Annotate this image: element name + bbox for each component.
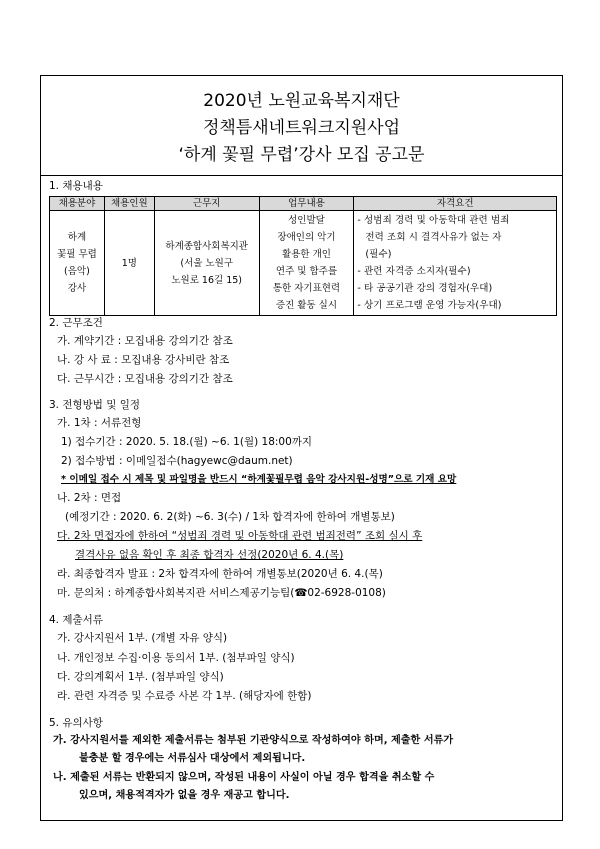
section-3-second-detail: (예정기간 : 2020. 6. 2(화) ~6. 3(수) / 1차 합격자에 한하여 개별통보) <box>65 511 395 523</box>
jobs-table-header <box>50 197 557 211</box>
title-line-3: ‘하계 꽃필 무렵’강사 모집 공고문 <box>178 145 425 165</box>
section-5-heading: 5. 유의사항 <box>49 717 103 729</box>
section-5-item-a: 가. 강사지원서를 제외한 제출서류는 첨부된 기관양식으로 작성하여야 하며, 제출한 서류가 <box>53 735 454 746</box>
section-3-method: 2) 접수방법 : 이메일접수(hagyewc@daum.net) <box>61 455 293 467</box>
cell-quals <box>354 211 557 316</box>
section-1-heading: 1. 채용내용 <box>49 180 103 192</box>
header-count: 채용인원 <box>104 197 154 211</box>
section-5-item-b-cont: 있으며, 채용적격자가 없을 경우 재공고 합니다. <box>79 790 290 801</box>
title-box <box>41 76 562 176</box>
section-4-item: 라. 관련 자격증 및 수료증 사본 각 1부. (해당자에 한함) <box>57 690 312 702</box>
field-line: (음악) <box>64 266 90 277</box>
section-3-contact: 마. 문의처 : 하계종합사회복지관 서비스제공기능팀(☎02-6928-0108) <box>57 587 386 599</box>
section-3-first: 가. 1차 : 서류전형 <box>57 417 142 429</box>
field-line: 꽃필 무렵 <box>57 249 97 260</box>
place-line: (서울 노원구 <box>180 257 233 269</box>
qual-line: - 타 공공기관 강의 경험자(우대) <box>357 283 493 294</box>
cell-count: 1명 <box>104 211 154 316</box>
title-line-1: 2020년 노원교육복지재단 <box>203 91 400 111</box>
field-line: 하계 <box>67 232 87 243</box>
cell-place <box>154 211 259 316</box>
header-quals: 자격요건 <box>354 197 557 211</box>
duty-line: 성인발달 <box>288 215 325 226</box>
qual-line: - 성범죄 경력 및 아동학대 관련 범죄 <box>357 215 510 226</box>
duty-line: 증진 활동 실시 <box>275 300 338 311</box>
qual-line: - 상기 프로그램 운영 가능자(우대) <box>357 300 502 311</box>
header-field: 채용분야 <box>50 197 105 211</box>
section-2-item: 나. 강 사 료 : 모집내용 강사비란 참조 <box>57 354 230 366</box>
section-3-third-cont: 결격사유 없음 확인 후 최종 합격자 선정(2020년 6. 4.(목) <box>75 549 344 561</box>
header-duty: 업무내용 <box>259 197 354 211</box>
header-place: 근무지 <box>154 197 259 211</box>
section-5-item-b: 나. 제출된 서류는 반환되지 않으며, 작성된 내용이 사실이 아닐 경우 합격을 취소할 수 <box>53 772 435 783</box>
qual-line: 전력 조회 시 결격사유가 없는 자 <box>365 232 502 243</box>
duty-line: 연주 및 합주를 <box>275 266 338 277</box>
section-2-heading: 2. 근무조건 <box>49 317 103 329</box>
section-3-heading: 3. 전형방법 및 일정 <box>49 399 141 411</box>
section-4-item: 나. 개인정보 수집·이용 동의서 1부. (첨부파일 양식) <box>57 652 295 664</box>
section-3-second: 나. 2차 : 면접 <box>57 492 122 504</box>
section-5-item-a-cont: 불충분 할 경우에는 서류심사 대상에서 제외됩니다. <box>79 753 306 764</box>
qual-line: (필수) <box>365 249 392 260</box>
duty-line: 활용한 개인 <box>282 249 331 260</box>
jobs-table <box>49 196 557 316</box>
qual-line: - 관련 자격증 소지자(필수) <box>357 266 471 277</box>
section-3-period: 1) 접수기간 : 2020. 5. 18.(월) ~6. 1(월) 18:00까지 <box>61 436 313 448</box>
field-line: 강사 <box>67 283 87 294</box>
duty-line: 장애인의 악기 <box>277 232 336 243</box>
cell-field <box>50 211 105 316</box>
table-row <box>50 211 557 316</box>
title-line-2: 정책틈새네트워크지원사업 <box>202 118 401 138</box>
notice-frame <box>40 75 563 821</box>
section-2-item: 다. 근무시간 : 모집내용 강의기간 참조 <box>57 373 233 385</box>
duty-line: 통한 자기표현력 <box>272 283 341 294</box>
place-line: 하계종합사회복지관 <box>165 240 248 252</box>
section-3-notice: * 이메일 접수 시 제목 및 파일명을 반드시 “하계꽃필무렵 음악 강사지원-성명”으로 기재 요망 <box>61 474 457 485</box>
section-4-heading: 4. 제출서류 <box>49 614 103 626</box>
section-4-item: 다. 강의계획서 1부. (첨부파일 양식) <box>57 671 224 683</box>
section-4-item: 가. 강사지원서 1부. (개별 자유 양식) <box>57 632 228 644</box>
section-2-item: 가. 계약기간 : 모집내용 강의기간 참조 <box>57 335 233 347</box>
cell-duty <box>259 211 354 316</box>
place-line: 노원로 16길 15) <box>171 274 242 286</box>
section-3-third: 다. 2차 면접자에 한하여 “성범죄 경력 및 아동학대 관련 범죄전력” 조회 실시 후 <box>57 530 423 542</box>
section-3-final: 라. 최종합격자 발표 : 2차 합격자에 한하여 개별통보(2020년 6. 4.(목) <box>57 568 383 580</box>
